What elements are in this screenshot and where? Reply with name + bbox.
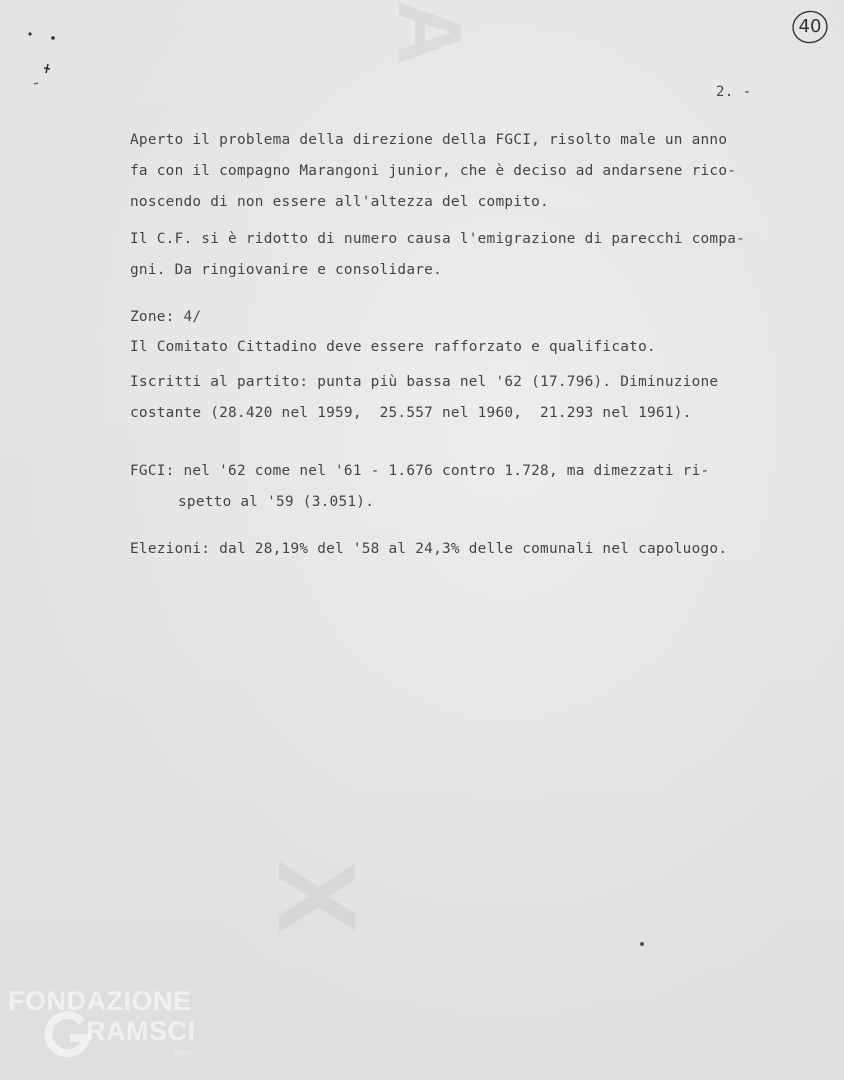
- watermark-line1: FONDAZIONE: [8, 986, 192, 1016]
- text-line: Zone: 4/: [130, 309, 202, 325]
- text-line: FGCI: nel '62 come nel '61 - 1.676 contro 1.728, ma dimezzati ri-: [130, 463, 710, 479]
- page-circle-number: [790, 8, 830, 46]
- bleed-through-mark-bottom: X: [255, 860, 378, 934]
- margin-marks-icon: [26, 28, 66, 88]
- text-line: spetto al '59 (3.051).: [178, 494, 375, 510]
- text-line: fa con il compagno Marangoni junior, che è deciso ad andarsene rico-: [130, 163, 737, 179]
- text-line: costante (28.420 nel 1959, 25.557 nel 1960, 21.293 nel 1961).: [130, 405, 692, 421]
- page-number: 2. -: [716, 84, 752, 100]
- text-line: Aperto il problema della direzione della FGCI, risolto male un anno: [130, 132, 728, 148]
- text-line: Iscritti al partito: punta più bassa nel '62 (17.796). Diminuzione: [130, 374, 719, 390]
- text-line: Elezioni: dal 28,19% del '58 al 24,3% delle comunali nel capoluogo.: [130, 541, 728, 557]
- page-circle-label: 40: [798, 16, 822, 37]
- text-line: Il Comitato Cittadino deve essere rafforzato e qualificato.: [130, 339, 656, 355]
- text-line: Il C.F. si è ridotto di numero causa l'emigrazione di parecchi compa-: [130, 231, 746, 247]
- paper-speck: [640, 942, 644, 946]
- watermark-sub: onlus: [174, 1048, 194, 1057]
- text-line: gni. Da ringiovanire e consolidare.: [130, 262, 442, 278]
- text-line: noscendo di non essere all'altezza del compito.: [130, 194, 549, 210]
- bleed-through-mark-top: A: [379, 0, 479, 65]
- watermark-logo: [8, 986, 228, 1076]
- watermark-line2: RAMSCI: [86, 1016, 196, 1046]
